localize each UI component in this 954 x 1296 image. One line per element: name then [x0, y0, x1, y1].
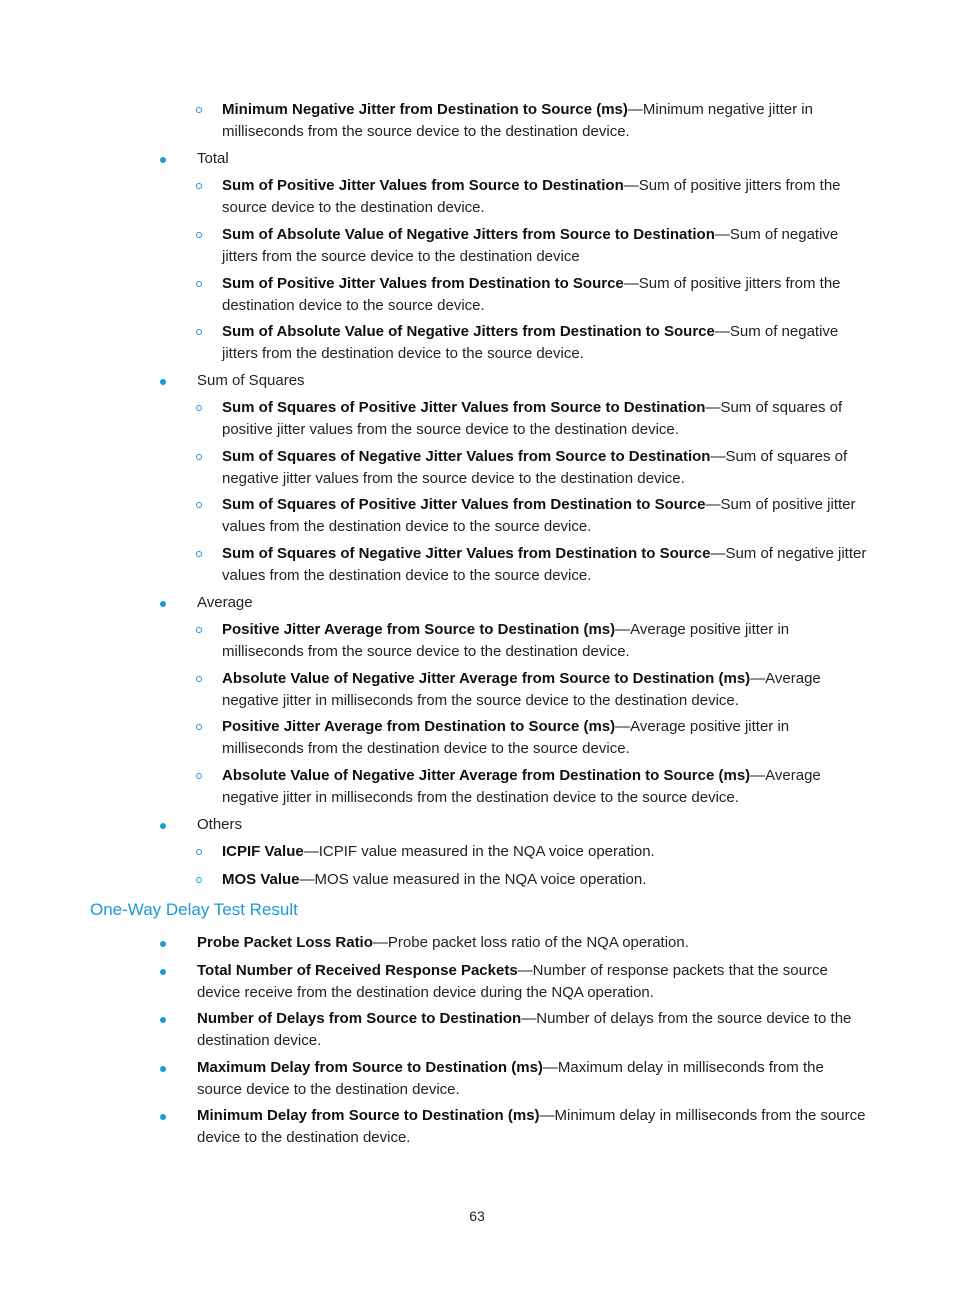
- sub-bullet-icon: [196, 676, 202, 682]
- description: —Sum of squares of negative jitter values from the source device to the destination device.: [222, 448, 848, 487]
- list-item: [197, 932, 867, 954]
- sub-bullet-icon: [196, 877, 202, 883]
- sub-bullet-icon: [196, 849, 202, 855]
- description: —Sum of squares of positive jitter values from the source device to the destination device.: [222, 399, 843, 438]
- list-item: [197, 960, 867, 1003]
- list-item: [197, 1057, 867, 1100]
- bullet-icon: [160, 379, 166, 385]
- term: Absolute Value of Negative Jitter Average from Destination to Source (ms): [222, 767, 751, 784]
- sub-bullet-icon: [196, 454, 202, 460]
- bullet-icon: [160, 1114, 166, 1120]
- sub-bullet-icon: [196, 232, 202, 238]
- group-label: Average: [197, 594, 253, 611]
- sub-item: [222, 99, 867, 142]
- term: Probe Packet Loss Ratio: [197, 934, 373, 951]
- section-heading: One-Way Delay Test Result: [90, 900, 298, 919]
- bullet-icon: [160, 1066, 166, 1072]
- sub-bullet-icon: [196, 107, 202, 113]
- term: MOS Value: [222, 871, 300, 888]
- description: —Maximum delay in milliseconds from the source device to the destination device.: [197, 1059, 824, 1098]
- description: —Average positive jitter in milliseconds from the source device to the destination device.: [222, 621, 790, 660]
- bullet-icon: [160, 157, 166, 163]
- term: Sum of Squares of Negative Jitter Values from Source to Destination: [222, 448, 711, 465]
- sub-bullet-icon: [196, 281, 202, 287]
- term: Maximum Delay from Source to Destination (ms): [197, 1059, 543, 1076]
- description: —Number of delays from the source device to the destination device.: [197, 1010, 852, 1049]
- list-item: [197, 1105, 867, 1148]
- sub-bullet-icon: [196, 773, 202, 779]
- sub-item: [222, 716, 867, 759]
- description: —Average positive jitter in milliseconds from the destination device to the source device.: [222, 718, 790, 757]
- bullet-icon: [160, 969, 166, 975]
- sub-bullet-icon: [196, 627, 202, 633]
- term: Number of Delays from Source to Destination: [197, 1010, 522, 1027]
- sub-bullet-icon: [196, 724, 202, 730]
- bullet-icon: [160, 823, 166, 829]
- description: —ICPIF value measured in the NQA voice operation.: [303, 843, 655, 860]
- term: Minimum Delay from Source to Destination (ms): [197, 1107, 540, 1124]
- sub-item: [222, 224, 867, 267]
- sub-bullet-icon: [196, 551, 202, 557]
- term: Sum of Squares of Positive Jitter Values from Source to Destination: [222, 399, 706, 416]
- sub-bullet-icon: [196, 502, 202, 508]
- description: —Number of response packets that the source device receive from the destination device during the NQA operation.: [197, 962, 828, 1001]
- sub-item: [222, 619, 867, 662]
- group-label: Sum of Squares: [197, 372, 305, 389]
- sub-item: [222, 397, 867, 440]
- sub-item: [222, 175, 867, 218]
- sub-item: [222, 765, 867, 808]
- term: Total Number of Received Response Packets: [197, 962, 518, 979]
- sub-bullet-icon: [196, 405, 202, 411]
- term: Positive Jitter Average from Destination to Source (ms): [222, 718, 616, 735]
- term: Sum of Squares of Negative Jitter Values from Destination to Source: [222, 545, 711, 562]
- description: —Sum of negative jitters from the destination device to the source device.: [222, 323, 839, 362]
- description: —Average negative jitter in milliseconds from the destination device to the source device.: [222, 767, 821, 806]
- description: —Sum of negative jitter values from the destination device to the source device.: [222, 545, 867, 584]
- description: —MOS value measured in the NQA voice operation.: [299, 871, 647, 888]
- description: —Average negative jitter in milliseconds from the source device to the destination device.: [222, 670, 821, 709]
- sub-item: [222, 543, 867, 586]
- description: —Sum of positive jitters from the destination device to the source device.: [222, 275, 841, 314]
- description: —Sum of negative jitters from the source device to the destination device: [222, 226, 839, 265]
- term: Positive Jitter Average from Source to Destination (ms): [222, 621, 616, 638]
- description: —Minimum delay in milliseconds from the source device to the destination device.: [197, 1107, 866, 1146]
- term: Sum of Positive Jitter Values from Source to Destination: [222, 177, 624, 194]
- term: Absolute Value of Negative Jitter Average from Source to Destination (ms): [222, 670, 751, 687]
- sub-bullet-icon: [196, 329, 202, 335]
- description: —Sum of positive jitter values from the destination device to the source device.: [222, 496, 856, 535]
- group-label: Others: [197, 816, 243, 833]
- sub-item: [222, 668, 867, 711]
- sub-bullet-icon: [196, 183, 202, 189]
- bullet-icon: [160, 601, 166, 607]
- sub-item: [222, 446, 867, 489]
- sub-item: [222, 273, 867, 316]
- description: —Minimum negative jitter in milliseconds from the source device to the destination device.: [222, 101, 813, 140]
- term: ICPIF Value: [222, 843, 304, 860]
- group-label: Total: [197, 150, 229, 167]
- term: Sum of Absolute Value of Negative Jitters from Source to Destination: [222, 226, 715, 243]
- bullet-icon: [160, 1017, 166, 1023]
- bullet-icon: [160, 941, 166, 947]
- sub-item: [222, 841, 867, 863]
- term: Minimum Negative Jitter from Destination to Source (ms): [222, 101, 628, 118]
- sub-item: [222, 869, 867, 891]
- description: —Sum of positive jitters from the source device to the destination device.: [222, 177, 841, 216]
- term: Sum of Squares of Positive Jitter Values from Destination to Source: [222, 496, 706, 513]
- list-item: [197, 1008, 867, 1051]
- sub-item: [222, 494, 867, 537]
- description: —Probe packet loss ratio of the NQA operation.: [372, 934, 689, 951]
- term: Sum of Absolute Value of Negative Jitters from Destination to Source: [222, 323, 715, 340]
- term: Sum of Positive Jitter Values from Destination to Source: [222, 275, 624, 292]
- page-number: 63: [469, 1208, 485, 1224]
- sub-item: [222, 321, 867, 364]
